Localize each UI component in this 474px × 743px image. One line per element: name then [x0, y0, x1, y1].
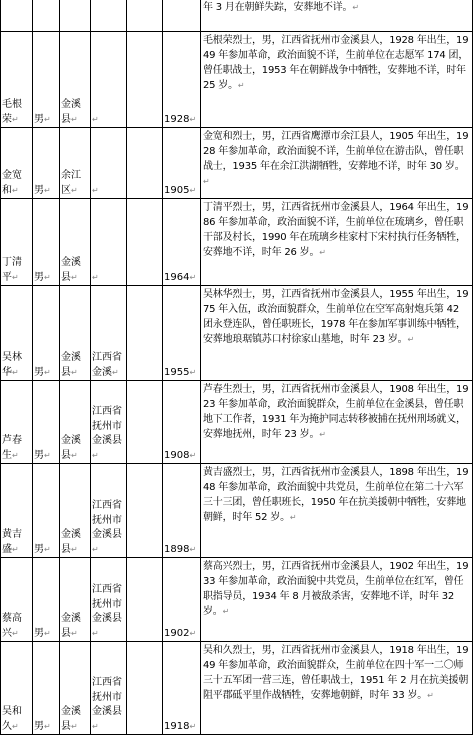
birth-year-cell [163, 286, 201, 381]
gender-cell-text: 男 [34, 114, 44, 125]
description-cell [201, 464, 473, 558]
county-cell-text: 金溪县 [61, 529, 81, 555]
county-cell [60, 128, 91, 199]
name-cell-text: 金宽和 [2, 170, 22, 196]
name-cell-text: 毛根荣 [2, 99, 22, 125]
name-cell-text: 芦春生 [2, 435, 22, 461]
description-cell-text: 吴林华烈士，男，江西省抚州市金溪县人，1955 年出生，1975 年入伍，政治面貌群众，生前单位在空军高射炮兵第 42 团永登连队，曾任职班长，1978 年在参加军事训练中牺牲，安葬地琅琚镇苏口村徐家山墓地，时年 23 岁。 [203, 289, 469, 345]
paragraph-mark-icon: ↵ [189, 629, 197, 638]
empty-cell [127, 286, 163, 381]
paragraph-mark-icon: ↵ [407, 335, 414, 344]
paragraph-mark-icon: ↵ [12, 722, 19, 731]
name-cell [1, 642, 33, 735]
table-row [1, 642, 473, 735]
name-cell-text: 丁清平 [2, 257, 22, 283]
county-cell-text: 金溪县 [61, 257, 81, 283]
birth-year-cell-text: 1902 [164, 628, 190, 639]
birth-year-cell [163, 199, 201, 286]
paragraph-mark-icon: ↵ [71, 722, 78, 731]
paragraph-mark-icon: ↵ [112, 367, 119, 377]
description-cell: 年 3 月在朝鲜失踪，安葬地不详。↵ [201, 0, 473, 32]
birth-year-cell [163, 381, 201, 464]
table-row-fragment [1, 0, 473, 32]
paragraph-mark-icon: ↵ [71, 545, 78, 554]
birth-year-cell-text: 1964 [164, 272, 190, 283]
birth-year-cell [163, 558, 201, 642]
origin-cell-text: 江西省抚州市金溪县 [92, 584, 122, 624]
county-cell-text: 余江区 [61, 170, 81, 196]
table-row [1, 286, 473, 381]
paragraph-mark-icon: ↵ [44, 368, 51, 377]
origin-cell-text: 江西省金溪 [92, 352, 122, 378]
gender-cell [33, 128, 60, 199]
county-cell [60, 381, 91, 464]
gender-cell [33, 558, 60, 642]
paragraph-mark-icon: ↵ [12, 186, 19, 195]
paragraph-mark-icon: ↵ [92, 114, 99, 124]
name-cell [1, 381, 33, 464]
paragraph-mark-icon: ↵ [71, 451, 78, 460]
paragraph-mark-icon: ↵ [44, 451, 51, 460]
gender-cell-text: 男 [34, 272, 44, 283]
description-cell [201, 558, 473, 642]
paragraph-mark-icon: ↵ [189, 368, 197, 377]
gender-cell [33, 286, 60, 381]
birth-year-cell-text: 1905 [164, 185, 190, 196]
paragraph-mark-icon: ↵ [71, 368, 78, 377]
county-cell-text: 金溪县 [61, 99, 81, 125]
description-cell-text: 金宽和烈士，男，江西省鹰潭市余江县人，1905 年出生，1928 年参加革命，政治面貌不详，生前单位在游击队，曾任职战士，1935 年在余江洪湖牺牲，安葬地不详，时年 30 岁。 [203, 131, 469, 172]
paragraph-mark-icon: ↵ [189, 186, 197, 195]
paragraph-mark-icon: ↵ [12, 629, 19, 638]
birth-year-cell-text: 1918 [164, 721, 190, 732]
gender-cell-text: 男 [34, 185, 44, 196]
description-cell-text: 芦春生烈士，男，江西省抚州市金溪县人，1908 年出生，1923 年参加革命，政治面貌群众，生前单位在金溪县，曾任职地下工作者，1931 年为掩护同志转移被捕在抚州刑场就义，安葬地抚州，时年 23 岁。 [203, 384, 469, 440]
table-row [1, 199, 473, 286]
paragraph-mark-icon: ↵ [12, 451, 19, 460]
paragraph-mark-icon: ↵ [44, 273, 51, 282]
paragraph-mark-icon: ↵ [92, 721, 99, 731]
paragraph-mark-icon: ↵ [71, 629, 78, 638]
description-cell-text: 蔡高兴烈士，男，江西省抚州市金溪县人，1902 年出生，1933 年参加革命，政治面貌中共党员，生前单位在红军，曾任职指导员，1934 年 8 月被敌杀害，安葬地不详，时年 32 岁。 [203, 561, 469, 617]
gender-cell-text: 男 [34, 450, 44, 461]
gender-cell [33, 381, 60, 464]
description-cell [201, 199, 473, 286]
description-cell [201, 128, 473, 199]
paragraph-mark-icon: ↵ [44, 115, 51, 124]
gender-cell-text: 男 [34, 721, 44, 732]
name-cell [1, 128, 33, 199]
origin-cell [91, 286, 127, 381]
origin-cell-text: 江西省抚州市金溪县 [92, 406, 122, 446]
birth-year-cell-text: 1908 [164, 450, 190, 461]
paragraph-mark-icon: ↵ [92, 544, 99, 554]
table-row [1, 558, 473, 642]
paragraph-mark-icon: ↵ [71, 273, 78, 282]
description-cell [201, 381, 473, 464]
origin-cell [91, 32, 127, 128]
description-cell [201, 32, 473, 128]
birth-year-cell [163, 464, 201, 558]
name-cell [1, 558, 33, 642]
birth-year-cell [163, 128, 201, 199]
name-cell-text: 吴林华 [2, 352, 22, 378]
county-cell [60, 199, 91, 286]
empty-cell [127, 642, 163, 735]
county-cell [60, 32, 91, 128]
origin-cell [91, 558, 127, 642]
table-row [1, 464, 473, 558]
paragraph-mark-icon: ↵ [189, 451, 197, 460]
name-cell [1, 32, 33, 128]
paragraph-mark-icon: ↵ [189, 273, 197, 282]
county-cell [60, 286, 91, 381]
paragraph-mark-icon: ↵ [203, 177, 210, 186]
paragraph-mark-icon: ↵ [427, 691, 434, 700]
county-cell [60, 642, 91, 735]
county-cell-text: 金溪县 [61, 352, 81, 378]
paragraph-mark-icon: ↵ [92, 272, 99, 282]
empty-cell [127, 558, 163, 642]
table-row [1, 128, 473, 199]
paragraph-mark-icon: ↵ [319, 430, 326, 439]
name-cell-text: 黄吉盛 [2, 529, 22, 555]
gender-cell [33, 642, 60, 735]
description-cell [201, 286, 473, 381]
paragraph-mark-icon: ↵ [71, 186, 78, 195]
paragraph-mark-icon: ↵ [92, 450, 99, 460]
birth-year-cell-text: 1928 [164, 114, 190, 125]
paragraph-mark-icon: ↵ [189, 545, 197, 554]
empty-cell [127, 32, 163, 128]
empty-cell [127, 381, 163, 464]
origin-cell [91, 199, 127, 286]
empty-cell [127, 128, 163, 199]
gender-cell-text: 男 [34, 628, 44, 639]
paragraph-mark-icon: ↵ [12, 368, 19, 377]
name-cell [1, 199, 33, 286]
gender-cell-text: 男 [34, 544, 44, 555]
name-cell-text: 吴和久 [2, 706, 22, 732]
gender-cell [33, 199, 60, 286]
paragraph-mark-icon: ↵ [189, 115, 197, 124]
paragraph-mark-icon: ↵ [222, 607, 230, 616]
description-cell-text: 毛根荣烈士，男，江西省抚州市金溪县人，1928 年出生，1949 年参加革命，政治面貌不详，生前单位在志愿军 174 团，曾任职战士，1953 年在朝鲜战争中牺牲，安葬地不详，时年 25 岁。 [203, 35, 469, 91]
paragraph-mark-icon: ↵ [289, 513, 297, 522]
empty-cell [127, 199, 163, 286]
paragraph-mark-icon: ↵ [12, 273, 19, 282]
empty-cell [127, 464, 163, 558]
name-cell [1, 286, 33, 381]
paragraph-mark-icon: ↵ [12, 115, 19, 124]
county-cell-text: 金溪县 [61, 613, 81, 639]
paragraph-mark-icon: ↵ [71, 115, 78, 124]
origin-cell [91, 128, 127, 199]
birth-year-cell-text: 1898 [164, 544, 190, 555]
birth-year-cell [163, 642, 201, 735]
county-cell [60, 464, 91, 558]
gender-cell [33, 32, 60, 128]
description-cell [201, 642, 473, 735]
county-cell [60, 558, 91, 642]
origin-cell-text: 江西省抚州市金溪县 [92, 677, 122, 717]
table-row [1, 32, 473, 128]
origin-cell [91, 381, 127, 464]
paragraph-mark-icon: ↵ [92, 628, 99, 638]
paragraph-mark-icon: ↵ [92, 185, 99, 195]
name-cell [1, 464, 33, 558]
paragraph-mark-icon: ↵ [44, 629, 51, 638]
birth-year-cell-text: 1955 [164, 367, 190, 378]
gender-cell-text: 男 [34, 367, 44, 378]
paragraph-mark-icon: ↵ [44, 545, 51, 554]
table-row [1, 381, 473, 464]
paragraph-mark-icon: ↵ [44, 722, 51, 731]
origin-cell-text: 江西省抚州市金溪县 [92, 500, 122, 540]
paragraph-mark-icon: ↵ [237, 81, 245, 90]
description-cell-text: 丁清平烈士，男，江西省抚州市金溪县人，1964 年出生，1986 年参加革命，政治面貌不详，生前单位在琉璃乡，曾任职干部及村长，1990 年在琉璃乡桂家村下宋村执行任务牺牲，安葬地不详，时年 26 岁。 [203, 202, 469, 258]
county-cell-text: 金溪县 [61, 435, 81, 461]
origin-cell [91, 464, 127, 558]
paragraph-mark-icon: ↵ [12, 545, 19, 554]
name-cell-text: 蔡高兴 [2, 613, 22, 639]
description-cell-text: 吴和久烈士，男，江西省抚州市金溪县人，1918 年出生，1949 年参加革命，政治面貌群众，生前单位在四十军一二〇师三十五军团一营三连，曾任职战士，1951 年 2 月在抗美援朝阻平郡砥平里作战牺牲，安葬地朝鲜，时年 33 岁。 [203, 645, 469, 701]
paragraph-mark-icon: ↵ [189, 722, 197, 731]
paragraph-mark-icon: ↵ [44, 186, 51, 195]
gender-cell [33, 464, 60, 558]
county-cell-text: 金溪县 [61, 706, 81, 732]
description-cell-text: 黄吉盛烈士，男，江西省抚州市金溪县人，1898 年出生，1948 年参加革命，政治面貌中共党员，生前单位在第二十六军三十三团，曾任职班长，1950 年在抗美援朝中牺牲，安葬地朝鲜，时年 52 岁。 [203, 467, 469, 523]
origin-cell [91, 642, 127, 735]
paragraph-mark-icon: ↵ [319, 248, 326, 257]
birth-year-cell [163, 32, 201, 128]
